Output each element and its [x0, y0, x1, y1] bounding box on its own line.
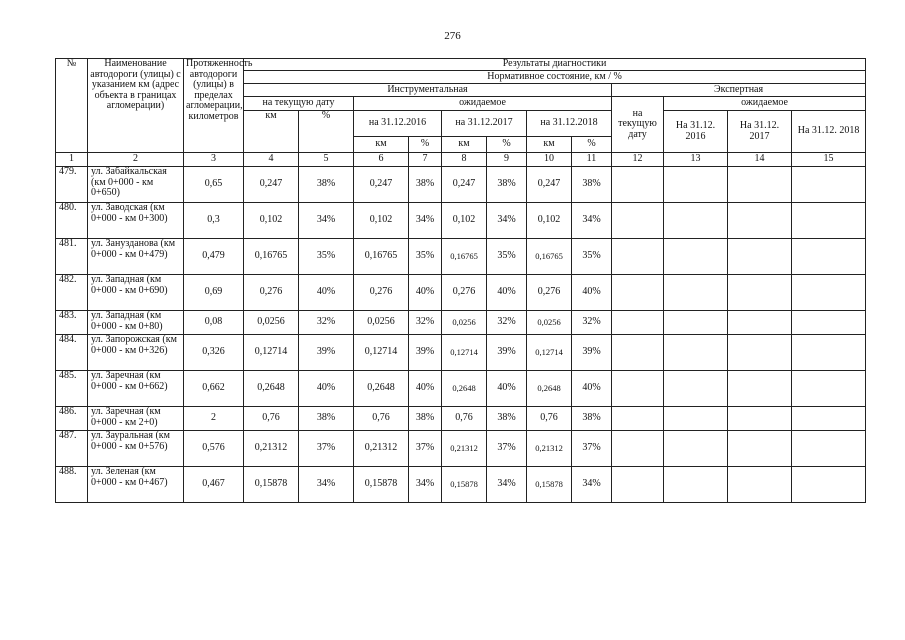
table-row — [56, 239, 866, 275]
row-number: 480. — [56, 203, 88, 239]
expert-cell — [728, 275, 792, 311]
table-row — [56, 335, 866, 371]
value-km: 0,247 — [244, 167, 299, 203]
header-length: Протяженность автодороги (улицы) в пределах агломерации, километров — [184, 59, 244, 153]
value-pct: 37% — [299, 431, 354, 467]
header-km-2017: км — [442, 137, 487, 153]
value-km: 0,21312 — [442, 431, 487, 467]
road-length: 0,65 — [184, 167, 244, 203]
expert-cell — [728, 167, 792, 203]
column-number: 8 — [442, 153, 487, 167]
column-number: 3 — [184, 153, 244, 167]
road-name: ул. Зеленая (км 0+000 - км 0+467) — [88, 467, 184, 503]
expert-cell — [612, 407, 664, 431]
expert-cell — [664, 239, 728, 275]
value-pct: 38% — [572, 167, 612, 203]
road-length: 2 — [184, 407, 244, 431]
value-pct: 40% — [487, 371, 527, 407]
row-number: 482. — [56, 275, 88, 311]
value-pct: 34% — [487, 467, 527, 503]
value-pct: 32% — [299, 311, 354, 335]
header-expert-2017: На 31.12. 2017 — [728, 111, 792, 153]
table-row — [56, 275, 866, 311]
table-row — [56, 167, 866, 203]
row-number: 483. — [56, 311, 88, 335]
expert-cell — [612, 371, 664, 407]
header-pct-2017: % — [487, 137, 527, 153]
header-2016: на 31.12.2016 — [354, 111, 442, 137]
expert-cell — [728, 371, 792, 407]
value-pct: 40% — [409, 275, 442, 311]
table-row — [56, 371, 866, 407]
value-pct: 35% — [409, 239, 442, 275]
header-instrumental: Инструментальная — [244, 84, 612, 97]
value-km: 0,276 — [354, 275, 409, 311]
header-normative: Нормативное состояние, км / % — [244, 71, 866, 84]
value-pct: 38% — [299, 167, 354, 203]
value-km: 0,276 — [527, 275, 572, 311]
road-length: 0,3 — [184, 203, 244, 239]
row-number: 488. — [56, 467, 88, 503]
header-pct: % — [299, 111, 354, 153]
expert-cell — [612, 167, 664, 203]
expert-cell — [612, 431, 664, 467]
value-pct: 34% — [409, 467, 442, 503]
road-name: ул. Западная (км 0+000 - км 0+80) — [88, 311, 184, 335]
value-km: 0,276 — [244, 275, 299, 311]
value-km: 0,2648 — [244, 371, 299, 407]
value-km: 0,12714 — [527, 335, 572, 371]
column-number: 13 — [664, 153, 728, 167]
column-numbers-row — [56, 153, 866, 167]
column-number: 10 — [527, 153, 572, 167]
expert-cell — [612, 335, 664, 371]
road-name: ул. Западная (км 0+000 - км 0+690) — [88, 275, 184, 311]
expert-cell — [728, 203, 792, 239]
value-km: 0,2648 — [442, 371, 487, 407]
road-name: ул. Заречная (км 0+000 - км 2+0) — [88, 407, 184, 431]
value-pct: 40% — [487, 275, 527, 311]
row-number: 479. — [56, 167, 88, 203]
header-expert-2018: На 31.12. 2018 — [792, 111, 866, 153]
header-expert-2016: На 31.12. 2016 — [664, 111, 728, 153]
value-km: 0,247 — [527, 167, 572, 203]
expert-cell — [612, 239, 664, 275]
value-km: 0,76 — [354, 407, 409, 431]
table-row — [56, 311, 866, 335]
row-number: 486. — [56, 407, 88, 431]
header-pct-2016: % — [409, 137, 442, 153]
value-km: 0,16765 — [244, 239, 299, 275]
value-km: 0,12714 — [244, 335, 299, 371]
expert-cell — [792, 335, 866, 371]
value-pct: 37% — [572, 431, 612, 467]
page-number: 276 — [444, 30, 461, 42]
value-km: 0,76 — [244, 407, 299, 431]
road-length: 0,08 — [184, 311, 244, 335]
value-pct: 35% — [572, 239, 612, 275]
column-number: 6 — [354, 153, 409, 167]
column-number: 9 — [487, 153, 527, 167]
header-2017: на 31.12.2017 — [442, 111, 527, 137]
column-number: 15 — [792, 153, 866, 167]
table-row — [56, 467, 866, 503]
header-2018: на 31.12.2018 — [527, 111, 612, 137]
value-pct: 37% — [409, 431, 442, 467]
row-number: 487. — [56, 431, 88, 467]
value-pct: 35% — [487, 239, 527, 275]
road-name: ул. Забайкальская (км 0+000 - км 0+650) — [88, 167, 184, 203]
road-length: 0,326 — [184, 335, 244, 371]
header-expected: ожидаемое — [354, 97, 612, 111]
header-km-2018: км — [527, 137, 572, 153]
row-number: 484. — [56, 335, 88, 371]
expert-cell — [664, 407, 728, 431]
value-pct: 39% — [487, 335, 527, 371]
value-km: 0,76 — [442, 407, 487, 431]
road-name: ул. Запорожская (км 0+000 - км 0+326) — [88, 335, 184, 371]
value-km: 0,16765 — [442, 239, 487, 275]
expert-cell — [792, 203, 866, 239]
value-pct: 39% — [299, 335, 354, 371]
value-pct: 32% — [487, 311, 527, 335]
expert-cell — [664, 203, 728, 239]
value-pct: 35% — [299, 239, 354, 275]
value-km: 0,16765 — [354, 239, 409, 275]
header-expert-current-date: на текущую дату — [612, 97, 664, 153]
value-km: 0,276 — [442, 275, 487, 311]
road-name: ул. Зауральная (км 0+000 - км 0+576) — [88, 431, 184, 467]
expert-cell — [664, 275, 728, 311]
value-pct: 37% — [487, 431, 527, 467]
header-km: км — [244, 111, 299, 153]
column-number: 11 — [572, 153, 612, 167]
value-pct: 38% — [409, 407, 442, 431]
column-number: 1 — [56, 153, 88, 167]
table-row — [56, 407, 866, 431]
expert-cell — [612, 203, 664, 239]
expert-cell — [728, 431, 792, 467]
expert-cell — [792, 239, 866, 275]
column-number: 4 — [244, 153, 299, 167]
header-pct-2018: % — [572, 137, 612, 153]
value-km: 0,21312 — [527, 431, 572, 467]
expert-cell — [612, 275, 664, 311]
value-pct: 40% — [572, 371, 612, 407]
value-km: 0,2648 — [354, 371, 409, 407]
table-row — [56, 203, 866, 239]
value-km: 0,2648 — [527, 371, 572, 407]
value-km: 0,247 — [442, 167, 487, 203]
column-number: 12 — [612, 153, 664, 167]
expert-cell — [792, 407, 866, 431]
expert-cell — [612, 467, 664, 503]
road-length: 0,576 — [184, 431, 244, 467]
expert-cell — [728, 335, 792, 371]
expert-cell — [664, 371, 728, 407]
value-pct: 38% — [299, 407, 354, 431]
value-km: 0,16765 — [527, 239, 572, 275]
expert-cell — [792, 371, 866, 407]
row-number: 481. — [56, 239, 88, 275]
value-km: 0,76 — [527, 407, 572, 431]
table-row — [56, 431, 866, 467]
value-km: 0,102 — [244, 203, 299, 239]
expert-cell — [664, 335, 728, 371]
expert-cell — [728, 311, 792, 335]
road-length: 0,467 — [184, 467, 244, 503]
road-name: ул. Заречная (км 0+000 - км 0+662) — [88, 371, 184, 407]
road-length: 0,69 — [184, 275, 244, 311]
expert-cell — [792, 431, 866, 467]
value-pct: 34% — [572, 467, 612, 503]
value-km: 0,15878 — [527, 467, 572, 503]
value-km: 0,247 — [354, 167, 409, 203]
value-pct: 38% — [487, 407, 527, 431]
value-pct: 39% — [409, 335, 442, 371]
expert-cell — [792, 167, 866, 203]
value-km: 0,102 — [354, 203, 409, 239]
expert-cell — [664, 431, 728, 467]
expert-cell — [792, 467, 866, 503]
header-road-name: Наименование автодороги (улицы) с указанием км (адрес объекта в границах агломерации) — [88, 59, 184, 153]
column-number: 14 — [728, 153, 792, 167]
road-name: ул. Занузданова (км 0+000 - км 0+479) — [88, 239, 184, 275]
expert-cell — [728, 407, 792, 431]
road-name: ул. Заводская (км 0+000 - км 0+300) — [88, 203, 184, 239]
value-pct: 38% — [487, 167, 527, 203]
value-km: 0,15878 — [244, 467, 299, 503]
value-km: 0,0256 — [354, 311, 409, 335]
expert-cell — [728, 239, 792, 275]
value-pct: 38% — [409, 167, 442, 203]
expert-cell — [792, 275, 866, 311]
expert-cell — [664, 467, 728, 503]
value-km: 0,0256 — [244, 311, 299, 335]
value-km: 0,12714 — [442, 335, 487, 371]
value-km: 0,12714 — [354, 335, 409, 371]
column-number: 7 — [409, 153, 442, 167]
value-km: 0,0256 — [442, 311, 487, 335]
header-km-2016: км — [354, 137, 409, 153]
value-pct: 38% — [572, 407, 612, 431]
expert-cell — [728, 467, 792, 503]
value-pct: 40% — [299, 371, 354, 407]
column-number: 2 — [88, 153, 184, 167]
value-km: 0,0256 — [527, 311, 572, 335]
expert-cell — [664, 167, 728, 203]
value-pct: 34% — [572, 203, 612, 239]
value-km: 0,21312 — [354, 431, 409, 467]
value-pct: 39% — [572, 335, 612, 371]
value-km: 0,102 — [527, 203, 572, 239]
value-km: 0,15878 — [442, 467, 487, 503]
value-km: 0,21312 — [244, 431, 299, 467]
expert-cell — [664, 311, 728, 335]
value-pct: 34% — [299, 203, 354, 239]
value-pct: 32% — [572, 311, 612, 335]
value-pct: 34% — [487, 203, 527, 239]
header-expert-expected: ожидаемое — [664, 97, 866, 111]
value-km: 0,102 — [442, 203, 487, 239]
value-pct: 40% — [299, 275, 354, 311]
row-number: 485. — [56, 371, 88, 407]
diagnostics-table — [55, 58, 866, 503]
road-length: 0,479 — [184, 239, 244, 275]
road-length: 0,662 — [184, 371, 244, 407]
value-pct: 34% — [409, 203, 442, 239]
expert-cell — [612, 311, 664, 335]
header-num: № — [56, 59, 88, 153]
header-current-date: на текущую дату — [244, 97, 354, 111]
value-pct: 32% — [409, 311, 442, 335]
value-km: 0,15878 — [354, 467, 409, 503]
value-pct: 34% — [299, 467, 354, 503]
value-pct: 40% — [572, 275, 612, 311]
expert-cell — [792, 311, 866, 335]
column-number: 5 — [299, 153, 354, 167]
value-pct: 40% — [409, 371, 442, 407]
header-results: Результаты диагностики — [244, 59, 866, 71]
header-expert: Экспертная — [612, 84, 866, 97]
